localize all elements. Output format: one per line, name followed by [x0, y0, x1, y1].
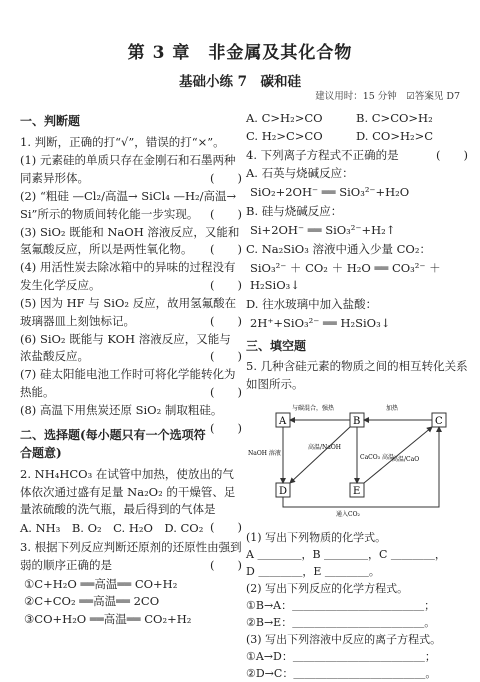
- answer-paren[interactable]: ( ): [210, 420, 242, 435]
- fill-line[interactable]: ①A→D：＿＿＿＿＿＿＿＿＿＿＿＿；: [246, 650, 436, 664]
- answer-paren[interactable]: ( ): [210, 384, 242, 399]
- option: D. 往水玻璃中加入盐酸：: [246, 297, 378, 312]
- equation: SiO₂+2OH⁻ ══ SiO₃²⁻+H₂O: [250, 185, 410, 200]
- fill-line[interactable]: ①B→A：＿＿＿＿＿＿＿＿＿＿＿＿；: [246, 598, 436, 612]
- equation: ①C+H₂O ══高温══ CO+H₂: [24, 576, 178, 591]
- fill-line: (1) 写出下列物质的化学式。: [246, 530, 387, 544]
- edge-label: 加热: [386, 404, 399, 412]
- answer-paren[interactable]: ( ): [210, 520, 242, 535]
- time-hint: 建议用时：15 分钟 ☑答案见 D7: [315, 91, 460, 102]
- section-judge-title: 一、判断题: [20, 114, 81, 128]
- equation: Si+2OH⁻ ══ SiO₃²⁻+H₂↑: [250, 222, 396, 237]
- section-fill-title: 三、填空题: [246, 338, 307, 353]
- fill-line: (3) 写出下列溶液中反应的离子方程式。: [246, 633, 442, 647]
- answer-paren[interactable]: ( ): [210, 242, 242, 257]
- left-column: [20, 110, 242, 629]
- answer-paren[interactable]: ( ): [210, 171, 242, 186]
- edge-label: NaOH 溶液: [248, 449, 281, 457]
- question-2: 2. NH₄HCO₃ 在试管中加热，使放出的气体依次通过盛有足量 Na₂O₂ 的干燥管、足量浓硫酸的洗气瓶，最后得到的气体是 ( ): [20, 466, 242, 519]
- equation: ②C+CO₂ ══高温══ 2CO: [24, 594, 160, 609]
- question-3: 3. 根据下列反应判断还原剂的还原性由强到弱的顺序正确的是 ( ): [20, 539, 242, 575]
- answer-paren[interactable]: ( ): [210, 206, 242, 221]
- judge-item: (5) 因为 HF 与 SiO₂ 反应，故用氢氟酸在玻璃器皿上刻蚀标记。 ( ): [20, 295, 242, 331]
- page-header: [0, 40, 480, 93]
- node-label: D: [279, 485, 288, 497]
- edge-label: CaCO₃ 高温: [360, 453, 394, 461]
- edge-label: 高温/CaO: [392, 455, 420, 463]
- edge-label: 通入CO₂: [336, 510, 360, 518]
- question-4: 4. 下列离子方程式不正确的是 ( ): [246, 147, 468, 165]
- judge-item: (3) SiO₂ 既能和 NaOH 溶液反应，又能和氢氟酸反应，所以是两性氧化物。 ( ): [20, 224, 242, 260]
- exercise-title: 基础小练 7 碳和硅: [178, 74, 302, 91]
- judge-item: (2) “粗硅 —Cl₂/高温→ SiCl₄ —H₂/高温→ Si”所示的物质间转化能一步实现。 ( ): [20, 188, 242, 224]
- section-choice-title: 二、选择题(每小题只有一个选项符合题意): [20, 427, 206, 461]
- edge-label: 与碳混合，强热: [292, 404, 335, 412]
- option: C. H₂>C>CO: [246, 128, 323, 143]
- equation: ③CO+H₂O ══高温══ CO₂+H₂: [24, 612, 192, 627]
- question-2-options: A. NH₃ B. O₂ C. H₂O D. CO₂: [20, 521, 204, 536]
- fill-line[interactable]: D ＿＿＿＿，E ＿＿＿＿。: [246, 564, 380, 578]
- option: C. Na₂SiO₃ 溶液中通入少量 CO₂：: [246, 241, 431, 256]
- node-label: B: [353, 415, 361, 427]
- right-column: [246, 110, 468, 682]
- option: A. C>H₂>CO: [246, 111, 323, 125]
- fill-line[interactable]: ②B→E：＿＿＿＿＿＿＿＿＿＿＿＿。: [246, 616, 436, 630]
- option: B. 硅与烧碱反应：: [246, 204, 343, 219]
- answer-paren[interactable]: ( ): [210, 313, 242, 328]
- equation: SiO₃²⁻ ＋ CO₂ ＋ H₂O ══ CO₃²⁻ ＋ H₂SiO₃↓: [250, 260, 441, 293]
- judge-item: (4) 用活性炭去除冰箱中的异味的过程没有发生化学反应。 ( ): [20, 259, 242, 295]
- answer-paren[interactable]: ( ): [210, 557, 242, 572]
- judge-item: (6) SiO₂ 既能与 KOH 溶液反应，又能与浓盐酸反应。 ( ): [20, 331, 242, 367]
- question-1: 1. 判断，正确的打“√”，错误的打“×”。: [20, 134, 225, 149]
- question-3-options: [246, 128, 468, 146]
- edge-label: 高温/NaOH: [308, 443, 342, 451]
- question-5: 5. 几种含硅元素的物质之间的相互转化关系如图所示。: [246, 359, 468, 392]
- answer-paren[interactable]: ( ): [210, 278, 242, 293]
- option: D. CO>H₂>C: [356, 128, 434, 143]
- node-label: A: [279, 415, 287, 427]
- conversion-diagram: [246, 399, 468, 519]
- answer-paren[interactable]: ( ): [436, 147, 468, 162]
- question-3-options: [246, 110, 468, 128]
- node-label: C: [435, 415, 443, 427]
- node-label: E: [353, 485, 361, 497]
- fill-line[interactable]: A ＿＿＿＿，B ＿＿＿＿，C ＿＿＿＿，: [246, 547, 446, 561]
- fill-line[interactable]: ②D→C：＿＿＿＿＿＿＿＿＿＿＿＿。: [246, 667, 437, 681]
- option: A. 石英与烧碱反应：: [246, 166, 354, 181]
- equation: 2H⁺+SiO₃²⁻ ══ H₂SiO₃↓: [250, 315, 391, 330]
- option: B. C>CO>H₂: [356, 111, 433, 125]
- judge-item: (8) 高温下用焦炭还原 SiO₂ 制取粗硅。 ( ): [20, 402, 242, 420]
- fill-line: (2) 写出下列反应的化学方程式。: [246, 581, 409, 595]
- judge-item: (1) 元素硅的单质只存在金刚石和石墨两种同素异形体。 ( ): [20, 152, 242, 188]
- chapter-title: 第 3 章 非金属及其化合物: [127, 43, 353, 63]
- answer-paren[interactable]: ( ): [210, 349, 242, 364]
- judge-item: (7) 硅太阳能电池工作时可将化学能转化为热能。 ( ): [20, 366, 242, 402]
